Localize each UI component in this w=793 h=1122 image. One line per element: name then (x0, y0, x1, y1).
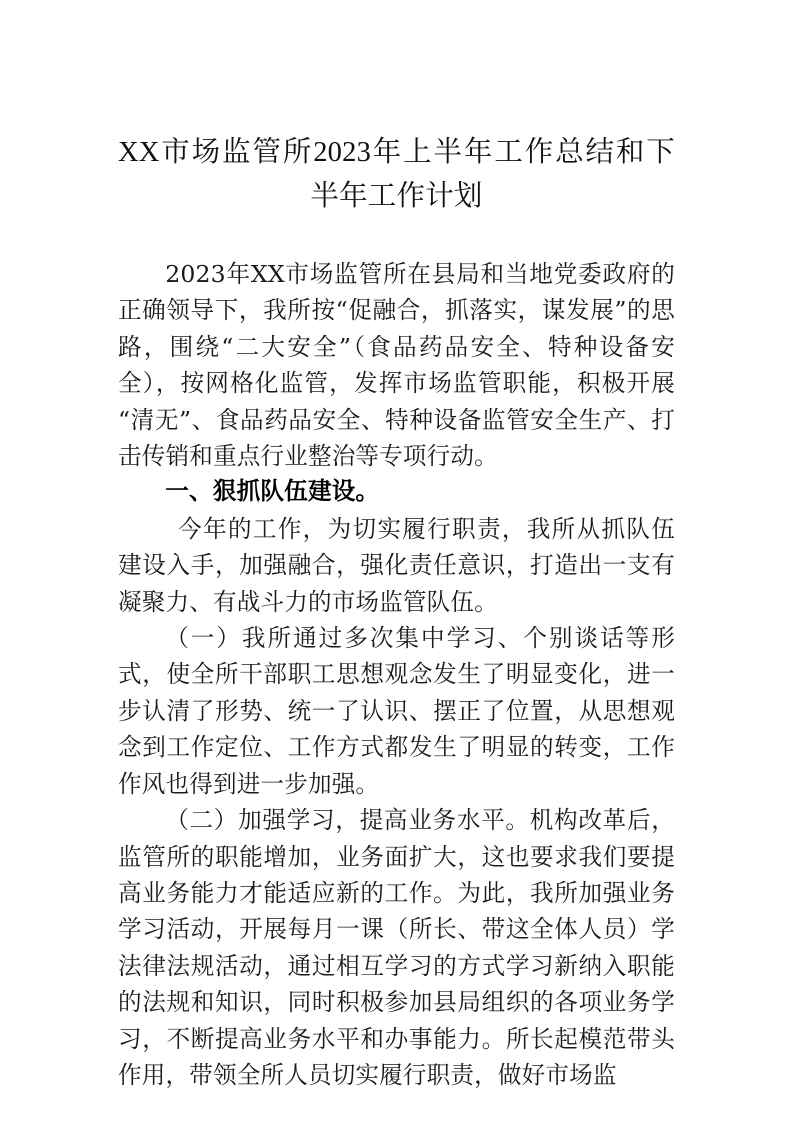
page-title (118, 0, 675, 219)
paragraph-intro: 2023年XX市场监管所在县局和当地党委政府的正确领导下，我所按“促融合，抓落实，谋发展”的思路，围绕“二大安全”（食品药品安全、特种设备安全），按网格化监管，发挥市场监管职能，积极开展“清无”、食品药品安全、特种设备监管安全生产、打击传销和重点行业整治等专项行动。 (118, 260, 675, 471)
paragraph-item-2: （二）加强学习，提高业务水平。机构改革后，监管所的职能增加，业务面扩大，这也要求我们要提高业务能力才能适应新的工作。为此，我所加强业务学习活动，开展每月一课（所长、带这全体人员）学法律法规活动，通过相互学习的方式学习新纳入职能的法规和知识，同时积极参加县局组织的各项业务学习，不断提高业务水平和办事能力。所长起模范带头作用，带领全所人员切实履行职责，做好市场监 (118, 806, 675, 1089)
page-title-line-2: 半年工作计划 (310, 181, 483, 212)
paragraph-item-1: （一）我所通过多次集中学习、个别谈话等形式，使全所干部职工思想观念发生了明显变化，进一步认清了形势、统一了认识、摆正了位置，从思想观念到工作定位、工作方式都发生了明显的转变，工作作风也得到进一步加强。 (118, 624, 675, 798)
paragraph-section-1-lead: 今年的工作，为切实履行职责，我所从抓队伍建设入手，加强融合，强化责任意识，打造出一支有凝聚力、有战斗力的市场监管队伍。 (118, 514, 675, 616)
page-title-line-1: XX市场监管所2023年上半年工作总结和下 (118, 137, 675, 168)
document-body (118, 256, 675, 1093)
page-content-area (118, 0, 675, 1093)
section-heading-1: 一、狠抓队伍建设。 (165, 479, 380, 506)
